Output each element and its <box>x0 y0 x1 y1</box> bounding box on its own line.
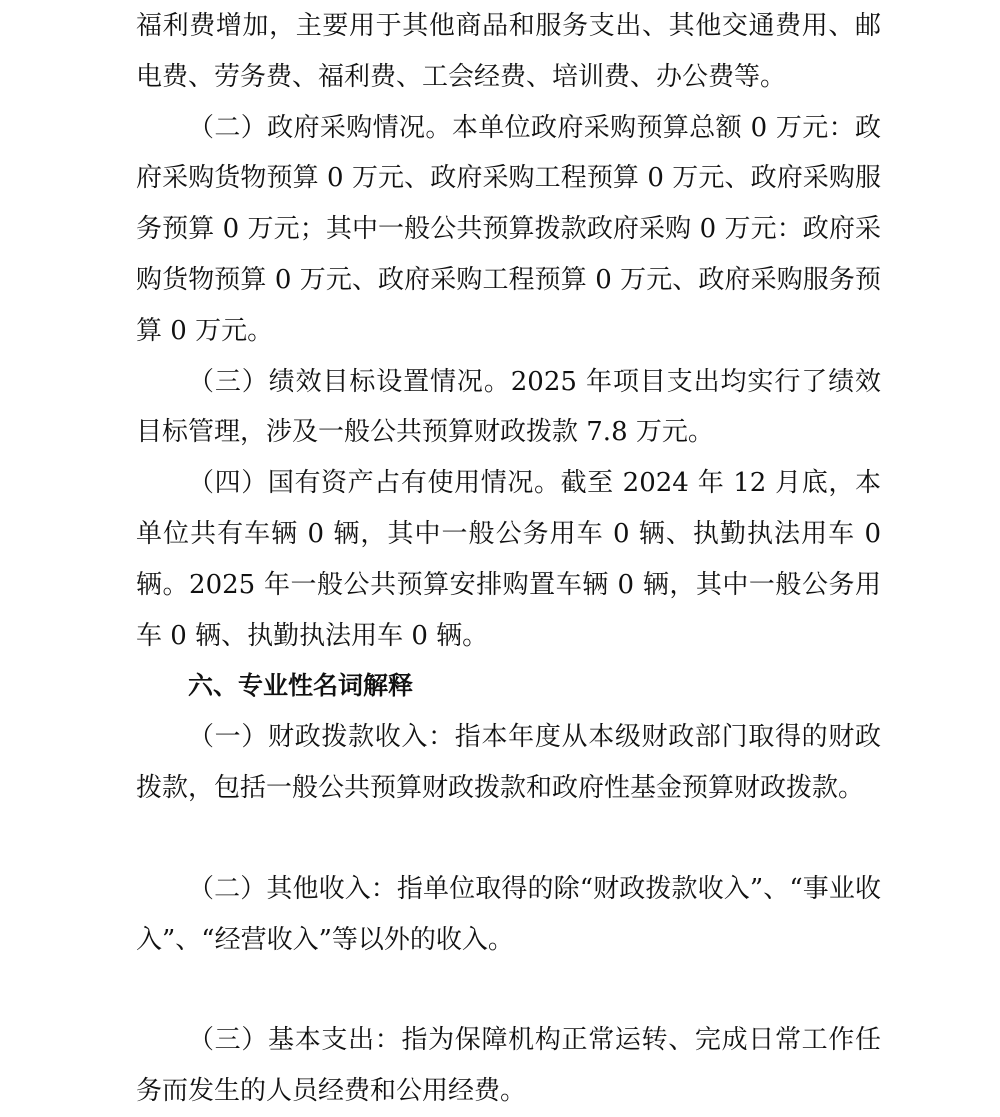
term-definition: 指单位取得的除“财政拨款收入”、“事业收入”、“经营收入”等以外的收入。 <box>136 873 881 955</box>
paragraph-state-assets <box>136 458 881 661</box>
paragraph-fiscal-appropriation-income <box>136 712 881 814</box>
document-page <box>136 0 881 1117</box>
blank-line <box>136 965 881 1015</box>
paragraph-text: 2025 年项目支出均实行了绩效目标管理，涉及一般公共预算财政拨款 7.8 万元。 <box>136 366 881 448</box>
term-heading: （三）基本支出： <box>188 1025 402 1056</box>
term-heading: （一）财政拨款收入： <box>188 722 455 753</box>
paragraph-heading: （四）国有资产占有使用情况。 <box>188 468 561 499</box>
paragraph-other-income <box>136 864 881 966</box>
paragraph-text: 本单位政府采购预算总额 0 万元：政府采购货物预算 0 万元、政府采购工程预算 0 万元、政府采购服务预算 0 万元；其中一般公共预算拨款政府采购 0 万元：政府采购货物预算 0 万元、政府采购工程预算 0 万元、政府采购服务预算 0 万元。 <box>136 112 881 346</box>
paragraph-basic-expenditure <box>136 1015 881 1117</box>
paragraph-welfare-expense <box>136 1 881 103</box>
blank-line <box>136 814 881 864</box>
paragraph-text: 福利费增加，主要用于其他商品和服务支出、其他交通费用、邮电费、劳务费、福利费、工会经费、培训费、办公费等。 <box>136 11 881 92</box>
paragraph-heading: （三）绩效目标设置情况。 <box>188 366 511 397</box>
paragraph-heading: （二）政府采购情况。 <box>188 112 452 143</box>
term-definition: 指本年度从本级财政部门取得的财政拨款，包括一般公共预算财政拨款和政府性基金预算财政拨款。 <box>136 722 881 803</box>
section-heading: 六、专业性名词解释 <box>188 671 414 701</box>
term-heading: （二）其他收入： <box>188 873 397 904</box>
paragraph-government-procurement <box>136 103 881 357</box>
paragraph-text: 截至 2024 年 12 月底，本单位共有车辆 0 辆，其中一般公务用车 0 辆、执勤执法用车 0 辆。2025 年一般公共预算安排购置车辆 0 辆，其中一般公务用车 0 辆、执勤执法用车 0 辆。 <box>136 468 881 651</box>
paragraph-performance-targets <box>136 357 881 459</box>
term-definition: 指为保障机构正常运转、完成日常工作任务而发生的人员经费和公用经费。 <box>136 1025 881 1107</box>
